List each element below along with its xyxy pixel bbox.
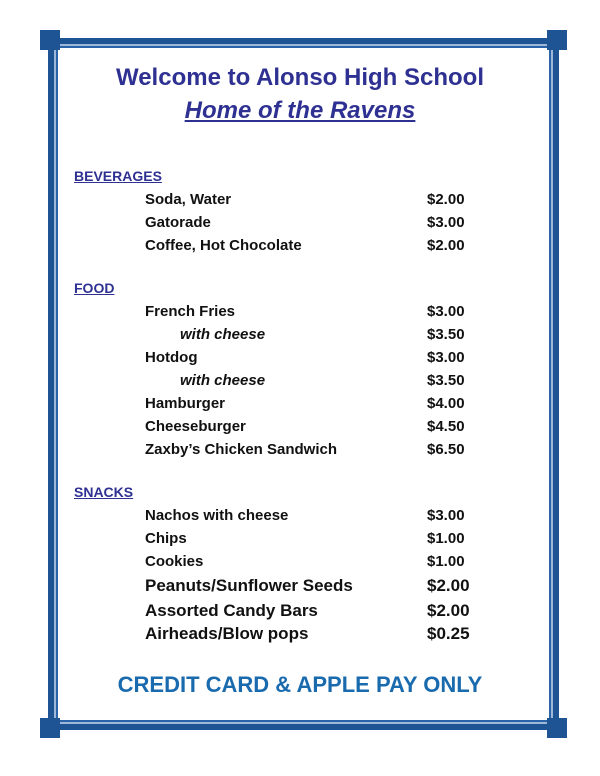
menu-price: $3.50 (427, 372, 465, 389)
menu-price: $2.00 (427, 601, 470, 620)
menu-price: $0.25 (427, 624, 470, 643)
menu-price: $3.00 (427, 214, 465, 231)
menu-price: $6.50 (427, 441, 465, 458)
menu-item: Cheeseburger (145, 418, 246, 435)
border-top (40, 38, 567, 46)
menu-item: French Fries (145, 303, 236, 320)
menu-item: Gatorade (145, 214, 211, 231)
menu-item: Nachos with cheese (145, 507, 289, 524)
menu-price: $3.00 (427, 507, 465, 524)
payment-notice: CREDIT CARD & APPLE PAY ONLY (117, 672, 483, 697)
border-top-inner (40, 46, 567, 48)
menu-item: Hamburger (145, 395, 226, 412)
border-right (551, 30, 559, 738)
menu-item: Soda, Water (145, 191, 232, 208)
menu-item: Peanuts/Sunflower Seeds (145, 576, 353, 595)
menu-price: $2.00 (427, 576, 470, 595)
menu-price: $3.00 (427, 303, 465, 320)
menu-item: Cookies (145, 553, 204, 570)
section-title-snacks: SNACKS (74, 484, 134, 500)
menu-item-option: with cheese (180, 372, 266, 389)
border-left-inner (56, 30, 58, 738)
border-bottom-inner (40, 720, 567, 722)
menu-price: $2.00 (427, 191, 465, 208)
menu-price: $4.00 (427, 395, 465, 412)
menu-price: $1.00 (427, 553, 465, 570)
page-subtitle: Home of the Ravens (184, 97, 416, 124)
menu-item: Coffee, Hot Chocolate (145, 237, 302, 254)
menu-item: Airheads/Blow pops (145, 624, 309, 643)
corner-bottom-left (40, 718, 60, 738)
corner-bottom-right (547, 718, 567, 738)
corner-top-right (547, 30, 567, 50)
menu-price: $2.00 (427, 237, 465, 254)
menu-price: $3.50 (427, 326, 465, 343)
menu-price: $4.50 (427, 418, 465, 435)
menu-item-option: with cheese (180, 326, 266, 343)
corner-top-left (40, 30, 60, 50)
menu-price: $3.00 (427, 349, 465, 366)
border-right-inner (549, 30, 551, 738)
border-bottom (40, 722, 567, 730)
menu-price: $1.00 (427, 530, 465, 547)
section-title-food: FOOD (74, 280, 115, 296)
border-left (48, 30, 56, 738)
menu-item: Hotdog (145, 349, 198, 366)
section-title-beverages: BEVERAGES (74, 168, 162, 184)
page-title: Welcome to Alonso High School (115, 64, 484, 91)
menu-item: Zaxby’s Chicken Sandwich (145, 441, 338, 458)
menu-item: Assorted Candy Bars (145, 601, 318, 620)
menu-item: Chips (145, 530, 187, 547)
